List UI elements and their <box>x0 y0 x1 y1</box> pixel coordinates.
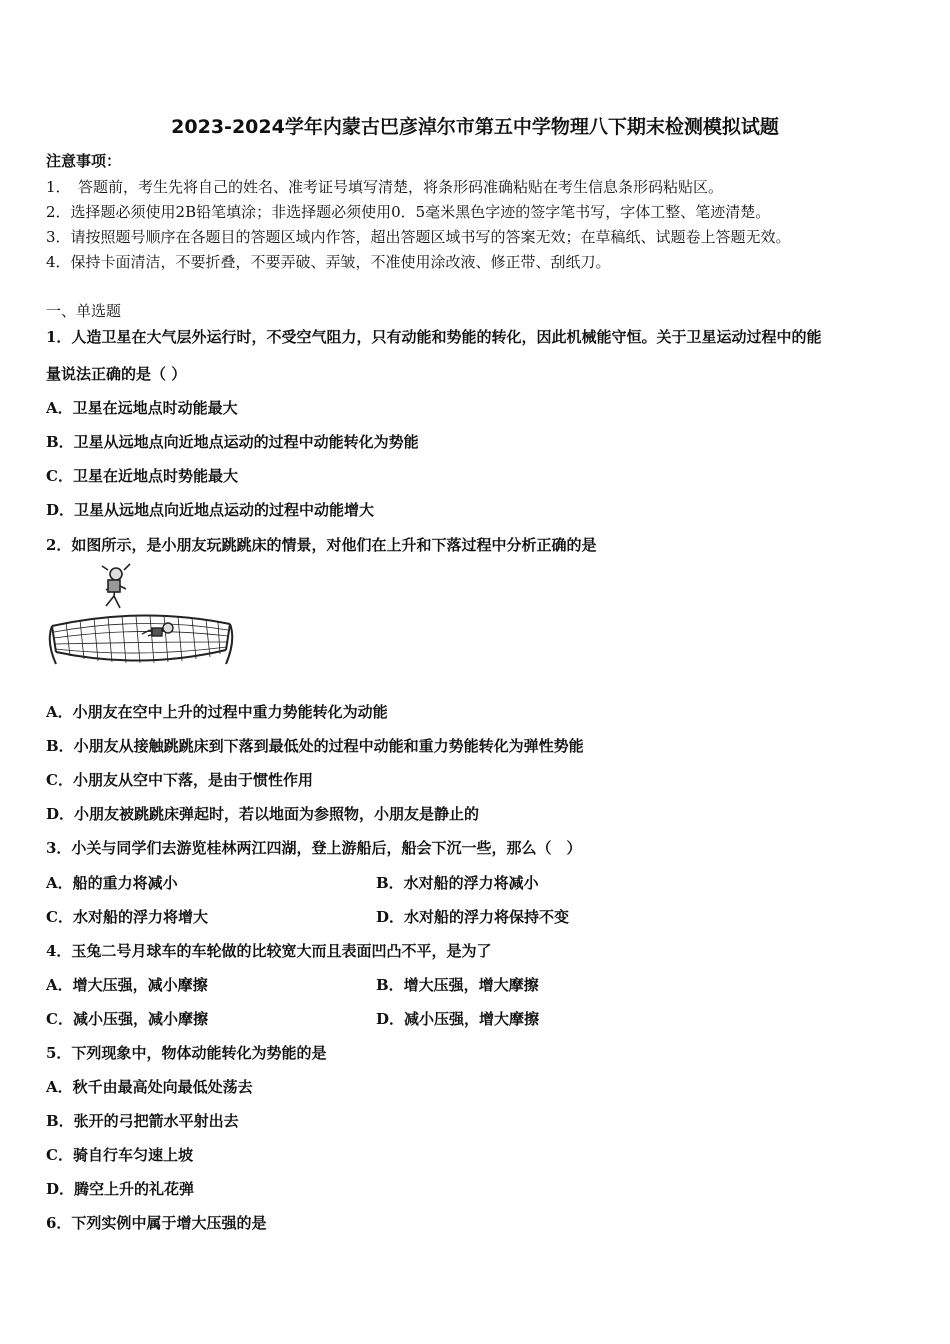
question-5-option-c: C．骑自行车匀速上坡 <box>46 1146 193 1164</box>
notice-item-3: 3．请按照题号顺序在各题目的答题区域内作答，超出答题区域书写的答案无效；在草稿纸、试题卷上答题无效。 <box>46 228 791 246</box>
question-1-stem-line2: 量说法正确的是（ ） <box>46 365 187 383</box>
question-3-stem: 3．小关与同学们去游览桂林两江四湖，登上游船后，船会下沉一些，那么（ ） <box>46 839 582 857</box>
notice-item-4: 4．保持卡面清洁，不要折叠，不要弄破、弄皱，不准使用涂改液、修正带、刮纸刀。 <box>46 253 611 271</box>
question-5-option-a: A．秋千由最高处向最低处荡去 <box>46 1078 253 1096</box>
question-1-option-d: D．卫星从远地点向近地点运动的过程中动能增大 <box>46 501 375 519</box>
question-2-option-b: B．小朋友从接触跳跳床到下落到最低处的过程中动能和重力势能转化为弹性势能 <box>46 737 584 755</box>
question-4-option-d: D．减小压强，增大摩擦 <box>376 1010 540 1028</box>
question-2-option-c: C．小朋友从空中下落，是由于惯性作用 <box>46 771 313 789</box>
question-3-option-a: A．船的重力将减小 <box>46 874 178 892</box>
question-3-option-c: C．水对船的浮力将增大 <box>46 908 208 926</box>
notice-item-2: 2．选择题必须使用2B铅笔填涂；非选择题必须使用0．5毫米黑色字迹的签字笔书写，字体工整、笔迹清楚。 <box>46 203 771 221</box>
question-5-option-b: B．张开的弓把箭水平射出去 <box>46 1112 239 1130</box>
question-4-option-b: B．增大压强，增大摩擦 <box>376 976 539 994</box>
question-5-stem: 5．下列现象中，物体动能转化为势能的是 <box>46 1044 327 1062</box>
question-2-option-d: D．小朋友被跳跳床弹起时，若以地面为参照物，小朋友是静止的 <box>46 805 480 823</box>
notice-item-1: 1． 答题前，考生先将自己的姓名、准考证号填写清楚，将条形码准确粘贴在考生信息条形码粘贴区。 <box>46 178 724 196</box>
question-3-option-d: D．水对船的浮力将保持不变 <box>376 908 570 926</box>
question-5-option-d: D．腾空上升的礼花弹 <box>46 1180 195 1198</box>
question-2-option-a: A．小朋友在空中上升的过程中重力势能转化为动能 <box>46 703 388 721</box>
question-4-stem: 4．玉兔二号月球车的车轮做的比较宽大而且表面凹凸不平，是为了 <box>46 942 492 960</box>
question-1-option-b: B．卫星从远地点向近地点运动的过程中动能转化为势能 <box>46 433 419 451</box>
section-heading: 一、单选题 <box>46 302 122 320</box>
page-title: 2023-2024学年内蒙古巴彦淖尔市第五中学物理八下期末检测模拟试题 <box>171 116 779 138</box>
question-1-option-a: A．卫星在远地点时动能最大 <box>46 399 238 417</box>
question-2-stem: 2．如图所示，是小朋友玩跳跳床的情景，对他们在上升和下落过程中分析正确的是 <box>46 536 597 554</box>
question-6-stem: 6．下列实例中属于增大压强的是 <box>46 1214 267 1232</box>
trampoline-figure <box>46 562 236 676</box>
question-4-option-c: C．减小压强，减小摩擦 <box>46 1010 208 1028</box>
trampoline-illustration <box>50 615 233 664</box>
question-4-option-a: A．增大压强，减小摩擦 <box>46 976 208 994</box>
jumping-child-illustration <box>102 564 130 608</box>
question-1-option-c: C．卫星在近地点时势能最大 <box>46 467 238 485</box>
question-3-option-b: B．水对船的浮力将减小 <box>376 874 539 892</box>
notice-heading: 注意事项： <box>46 152 122 170</box>
question-1-stem-line1: 1．人造卫星在大气层外运行时，不受空气阻力，只有动能和势能的转化，因此机械能守恒。关于卫星运动过程中的能 <box>46 328 822 346</box>
